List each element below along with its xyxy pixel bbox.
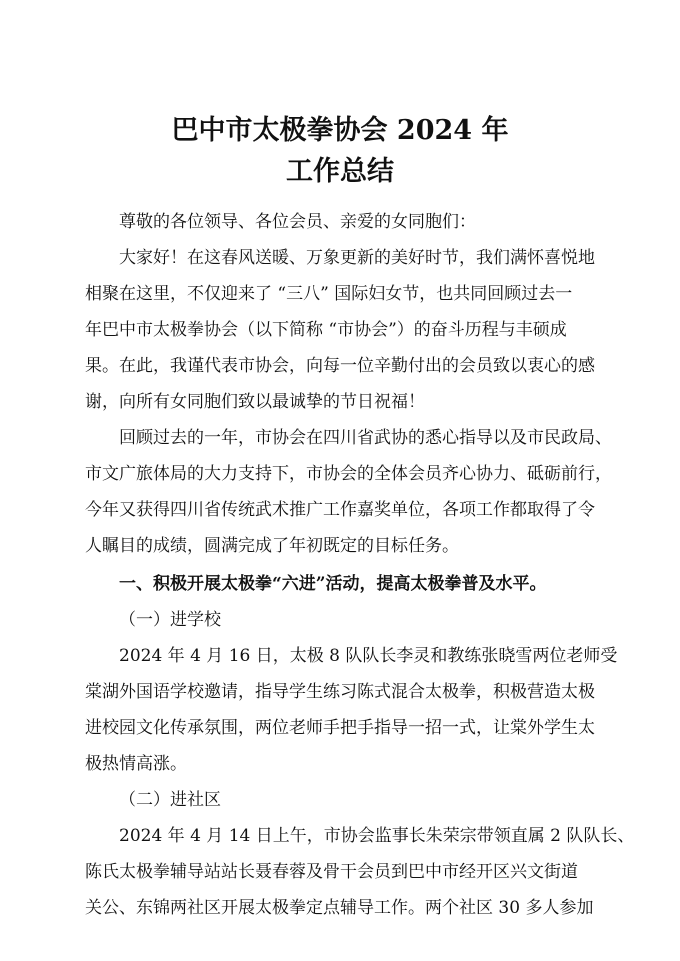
- paragraph-line: 棠湖外国语学校邀请，指导学生练习陈式混合太极拳，积极营造太极: [85, 682, 595, 702]
- paragraph-line: 回顾过去的一年，市协会在四川省武协的悉心指导以及市民政局、: [119, 428, 612, 448]
- paragraph-line: 陈氏太极拳辅导站站长聂春蓉及骨干会员到巴中市经开区兴文街道: [85, 862, 578, 882]
- paragraph-line: 年巴中市太极拳协会（以下简称 “市协会”）的奋斗历程与丰硕成: [85, 320, 567, 340]
- paragraph-line: 今年又获得四川省传统武术推广工作嘉奖单位，各项工作都取得了令: [85, 500, 595, 520]
- paragraph-line: 谢，向所有女同胞们致以最诚挚的节日祝福！: [85, 392, 425, 412]
- paragraph-line: 关公、东锦两社区开展太极拳定点辅导工作。两个社区 30 多人参加: [85, 898, 594, 918]
- subsection-heading: （二）进社区: [119, 790, 221, 810]
- paragraph-line: 果。在此，我谨代表市协会，向每一位辛勤付出的会员致以衷心的感: [85, 356, 595, 376]
- section-heading: 一、积极开展太极拳“六进”活动，提高太极拳普及水平。: [119, 574, 547, 594]
- paragraph-line: 进校园文化传承氛围，两位老师手把手指导一招一式，让棠外学生太: [85, 718, 595, 738]
- paragraph-line: 极热情高涨。: [85, 754, 187, 774]
- document-title: 巴中市太极拳协会 2024 年: [171, 115, 509, 146]
- paragraph-line: 2024 年 4 月 14 日上午，市协会监事长朱荣宗带领直属 2 队队长、: [119, 826, 635, 846]
- paragraph-line: 人瞩目的成绩，圆满完成了年初既定的目标任务。: [85, 536, 459, 556]
- paragraph-line: 2024 年 4 月 16 日，太极 8 队队长李灵和教练张晓雪两位老师受: [119, 646, 618, 666]
- subsection-heading: （一）进学校: [119, 610, 221, 630]
- paragraph-line: 市文广旅体局的大力支持下，市协会的全体会员齐心协力、砥砺前行，: [85, 464, 612, 484]
- document-subtitle: 工作总结: [286, 156, 394, 187]
- paragraph-line: 大家好！在这春风送暖、万象更新的美好时节，我们满怀喜悦地: [119, 248, 595, 268]
- paragraph-line: 相聚在这里，不仅迎来了 “三八” 国际妇女节，也共同回顾过去一: [85, 284, 573, 304]
- greeting-line: 尊敬的各位领导、各位会员、亲爱的女同胞们：: [119, 212, 476, 232]
